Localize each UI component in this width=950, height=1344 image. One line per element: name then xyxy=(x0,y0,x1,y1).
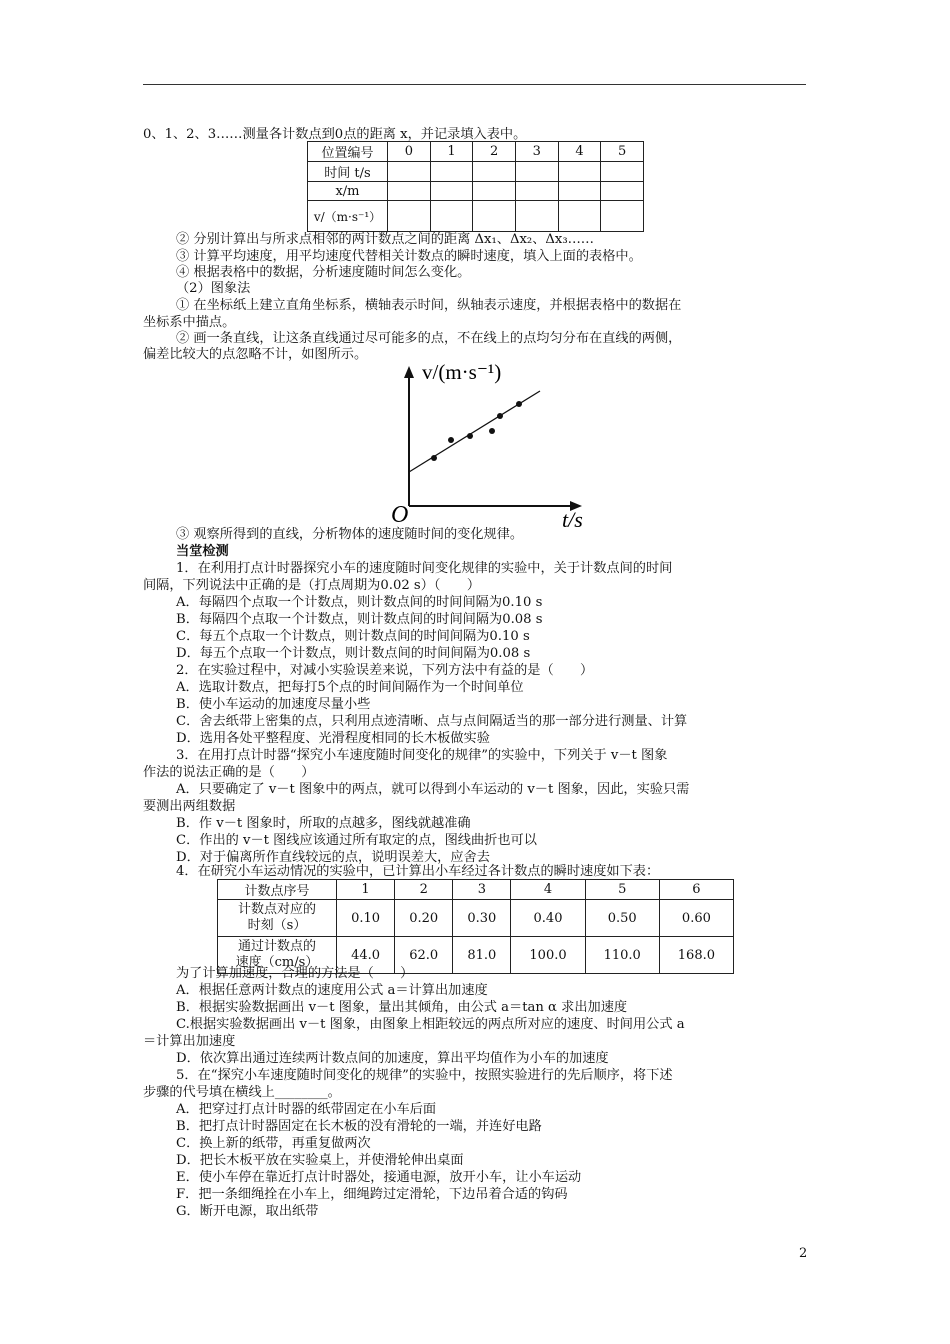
intro-line: 0、1、2、3……测量各计数点到0点的距离 x，并记录填入表中。 xyxy=(143,127,527,142)
question-line: D．依次算出通过连续两计数点间的加速度，算出平均值作为小车的加速度 xyxy=(176,1051,609,1066)
header-rule xyxy=(143,84,806,85)
table-row xyxy=(218,900,734,937)
table-cell: 81.0 xyxy=(453,937,511,974)
table-cell: 100.0 xyxy=(511,937,585,974)
question-line: B．根据实验数据画出 v－t 图象，量出其倾角，由公式 a＝tan α 求出加速度 xyxy=(176,1000,628,1015)
row-label: 计数点对应的 xyxy=(237,902,316,917)
question-line: 要测出两组数据 xyxy=(143,799,236,814)
method-line: 偏差比较大的点忽略不计，如图所示。 xyxy=(143,347,368,362)
table-cell: 1 xyxy=(430,142,473,162)
question-line: C．每五个点取一个计数点，则计数点间的时间间隔为0.10 s xyxy=(176,629,530,644)
table-cell: 3 xyxy=(515,142,558,162)
question-line: D．选用各处平整程度、光滑程度相同的长木板做实验 xyxy=(176,731,490,746)
question-line: A．每隔四个点取一个计数点，则计数点间的时间间隔为0.10 s xyxy=(176,595,543,610)
table-row xyxy=(308,201,644,232)
question-line: 间隔，下列说法中正确的是（打点周期为0.02 s）（ ） xyxy=(143,578,481,593)
section-title: 当堂检测 xyxy=(176,544,229,559)
after-graph-line: ③ 观察所得到的直线，分析物体的速度随时间的变化规律。 xyxy=(176,527,524,542)
table-cell: 44.0 xyxy=(337,937,395,974)
table-row xyxy=(308,142,644,162)
table-cell xyxy=(218,900,337,937)
graph-origin-label: O xyxy=(391,502,409,528)
question-line: A．根据任意两计数点的速度用公式 a＝计算出加速度 xyxy=(176,983,488,998)
position-table xyxy=(307,141,644,232)
table-cell: 5 xyxy=(585,880,659,900)
question-line: 1．在利用打点计时器探究小车的速度随时间变化规律的实验中，关于计数点间的时间 xyxy=(176,561,673,576)
question-line: 5．在“探究小车速度随时间变化的规律”的实验中，按照实验进行的先后顺序，将下述 xyxy=(176,1068,673,1083)
question-line: A．把穿过打点计时器的纸带固定在小车后面 xyxy=(176,1102,437,1117)
table-cell: 62.0 xyxy=(395,937,453,974)
question-line: B．使小车运动的加速度尽量小些 xyxy=(176,697,371,712)
table-cell: 6 xyxy=(659,880,733,900)
row-label: 时刻（s） xyxy=(247,918,307,933)
table-cell: v/（m·s⁻¹） xyxy=(308,201,388,232)
question-line: C．舍去纸带上密集的点，只利用点迹清晰、点与点间隔适当的那一部分进行测量、计算 xyxy=(176,714,688,729)
table-cell: 2 xyxy=(473,142,516,162)
question-line: C．换上新的纸带，再重复做两次 xyxy=(176,1136,371,1151)
question-line: B．作 v－t 图象时，所取的点越多，图线就越准确 xyxy=(176,816,471,831)
table-cell: 位置编号 xyxy=(308,142,388,162)
table-cell: 110.0 xyxy=(585,937,659,974)
question-line: D．每五个点取一个计数点，则计数点间的时间间隔为0.08 s xyxy=(176,646,531,661)
table-cell: 时间 t/s xyxy=(308,162,388,182)
velocity-table xyxy=(217,879,734,974)
method-line: （2）图象法 xyxy=(176,281,251,296)
table-cell: x/m xyxy=(308,182,388,201)
table-cell: 0.60 xyxy=(659,900,733,937)
question-line: ＝计算出加速度 xyxy=(143,1034,236,1049)
question-line: 为了计算加速度，合理的方法是（ ） xyxy=(176,966,414,981)
table-row xyxy=(308,162,644,182)
method-line: ④ 根据表格中的数据，分析速度随时间怎么变化。 xyxy=(176,265,471,280)
velocity-time-graph xyxy=(360,360,610,532)
table-cell: 4 xyxy=(511,880,585,900)
question-line: D．对于偏离所作直线较远的点，说明误差大，应舍去 xyxy=(176,850,490,865)
method-line: ③ 计算平均速度，用平均速度代替相关计数点的瞬时速度，填入上面的表格中。 xyxy=(176,249,642,264)
question-line: 作法的说法正确的是（ ） xyxy=(143,765,315,780)
question-line: 2．在实验过程中，对减小实验误差来说，下列方法中有益的是（ ） xyxy=(176,663,594,678)
question-line: F．把一条细绳拴在小车上，细绳跨过定滑轮，下边吊着合适的钩码 xyxy=(176,1187,568,1202)
table-cell: 计数点序号 xyxy=(218,880,337,900)
question-line: 4．在研究小车运动情况的实验中，已计算出小车经过各计数点的瞬时速度如下表： xyxy=(176,864,660,879)
table-cell: 0.20 xyxy=(395,900,453,937)
row-label: 通过计数点的 xyxy=(237,939,316,954)
question-line: C．作出的 v－t 图线应该通过所有取定的点，图线曲折也可以 xyxy=(176,833,537,848)
method-line: ② 画一条直线，让这条直线通过尽可能多的点，不在线上的点均匀分布在直线的两侧， xyxy=(176,331,682,346)
table-cell: 0.50 xyxy=(585,900,659,937)
table-cell: 0.30 xyxy=(453,900,511,937)
table-cell: 5 xyxy=(601,142,644,162)
table-cell: 3 xyxy=(453,880,511,900)
method-line: 坐标系中描点。 xyxy=(143,315,236,330)
question-line: C.根据实验数据画出 v－t 图象，由图象上相距较远的两点所对应的速度、时间用公式 a xyxy=(176,1017,685,1032)
table-cell: 1 xyxy=(337,880,395,900)
table-cell: 0.10 xyxy=(337,900,395,937)
question-line: B．把打点计时器固定在长木板的没有滑轮的一端，并连好电路 xyxy=(176,1119,542,1134)
graph-x-label: t/s xyxy=(562,507,583,532)
question-line: 步骤的代号填在横线上________。 xyxy=(143,1085,341,1100)
question-line: D．把长木板平放在实验桌上，并使滑轮伸出桌面 xyxy=(176,1153,464,1168)
page-number: 2 xyxy=(799,1246,808,1261)
question-line: A．选取计数点，把每打5个点的时间间隔作为一个时间单位 xyxy=(176,680,524,695)
question-line: G．断开电源，取出纸带 xyxy=(176,1204,319,1219)
method-line: ② 分别计算出与所求点相邻的两计数点之间的距离 Δx₁、Δx₂、Δx₃…… xyxy=(176,232,594,247)
table-cell: 4 xyxy=(558,142,601,162)
row-label: 速度（cm/s） xyxy=(235,955,319,970)
table-row xyxy=(218,880,734,900)
table-cell: 2 xyxy=(395,880,453,900)
table-cell: 0 xyxy=(388,142,431,162)
table-cell: 0.40 xyxy=(511,900,585,937)
graph-y-label: v/(m·s⁻¹) xyxy=(422,360,502,384)
question-line: A．只要确定了 v－t 图象中的两点，就可以得到小车运动的 v－t 图象，因此，实验只需 xyxy=(176,782,690,797)
question-line: 3．在用打点计时器“探究小车速度随时间变化的规律”的实验中，下列关于 v－t 图象 xyxy=(176,748,668,763)
table-row xyxy=(308,182,644,201)
table-cell: 168.0 xyxy=(659,937,733,974)
question-line: B．每隔四个点取一个计数点，则计数点间的时间间隔为0.08 s xyxy=(176,612,543,627)
question-line: E．使小车停在靠近打点计时器处，接通电源，放开小车，让小车运动 xyxy=(176,1170,582,1185)
method-line: ① 在坐标纸上建立直角坐标系，横轴表示时间，纵轴表示速度，并根据表格中的数据在 xyxy=(176,298,682,313)
